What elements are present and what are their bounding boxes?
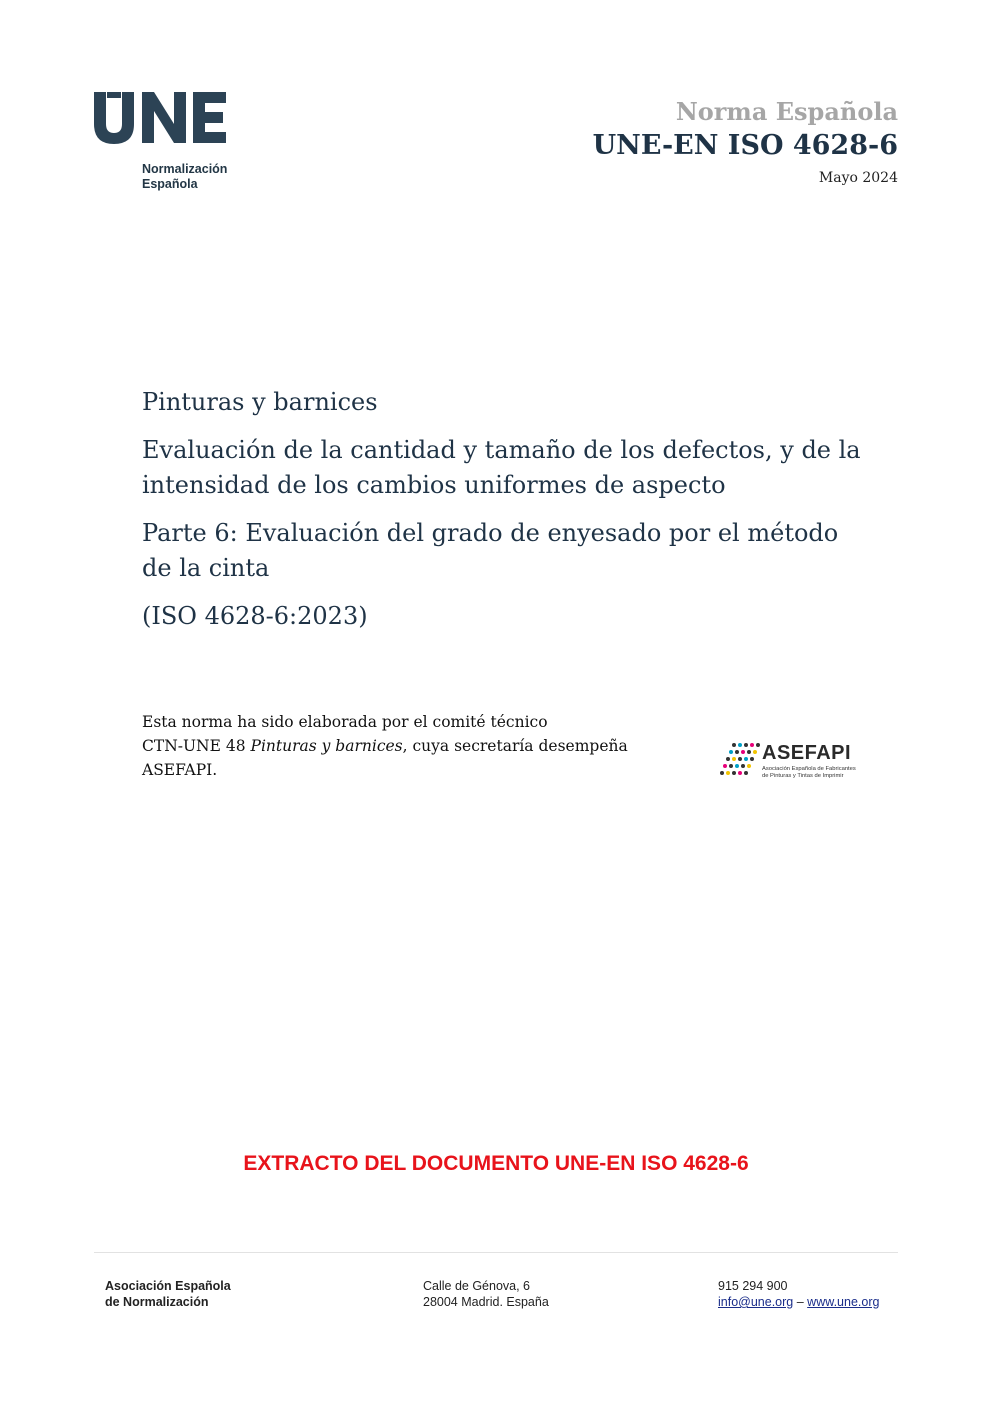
title-general: Pinturas y barnices — [142, 388, 378, 416]
committee-code: CTN-UNE 48 — [142, 737, 251, 755]
title-part — [142, 516, 902, 586]
asefapi-tagline — [762, 766, 856, 780]
footer-address — [423, 1278, 549, 1310]
footer-organization — [105, 1278, 231, 1310]
title-part-line2: de la cinta — [142, 554, 270, 582]
committee-statement — [142, 710, 682, 782]
standard-kicker: Norma Española — [675, 97, 898, 126]
title-main-line1: Evaluación de la cantidad y tamaño de los defectos, y de la — [142, 436, 861, 464]
footer-city: 28004 Madrid. España — [423, 1295, 549, 1309]
standard-code: UNE-EN ISO 4628-6 — [592, 130, 898, 161]
asefapi-dots-icon — [718, 740, 760, 780]
committee-line3: ASEFAPI. — [142, 761, 218, 779]
une-logo-mark — [92, 90, 232, 146]
footer-contact — [718, 1278, 879, 1310]
standard-header — [593, 96, 898, 186]
title-main — [142, 433, 902, 503]
committee-name: Pinturas y barnices — [250, 737, 403, 755]
title-main-line2: intensidad de los cambios uniformes de aspecto — [142, 471, 726, 499]
asefapi-logo — [718, 740, 878, 786]
title-part-line1: Parte 6: Evaluación del grado de enyesado por el método — [142, 519, 839, 547]
standard-titles — [142, 385, 902, 634]
committee-line1: Esta norma ha sido elaborada por el comité técnico — [142, 713, 548, 731]
asefapi-wordmark: ASEFAPI — [762, 742, 852, 764]
footer-org-line1: Asociación Española — [105, 1279, 231, 1293]
footer-links — [718, 1294, 879, 1310]
une-subtitle-line2: Española — [142, 177, 198, 191]
publication-date: Mayo 2024 — [818, 170, 898, 186]
link-separator: – — [796, 1295, 804, 1309]
footer-street: Calle de Génova, 6 — [423, 1279, 531, 1293]
une-subtitle-line1: Normalización — [142, 162, 228, 176]
une-logo-subtitle — [142, 162, 227, 192]
footer-org-line2: de Normalización — [105, 1295, 209, 1309]
asefapi-tagline-line2: de Pinturas y Tintas de Imprimir — [762, 773, 844, 779]
website-link[interactable]: www.une.org — [807, 1295, 880, 1309]
committee-secretariat: , cuya secretaría desempeña — [402, 737, 628, 755]
title-iso-reference: (ISO 4628-6:2023) — [142, 602, 368, 630]
extract-notice: EXTRACTO DEL DOCUMENTO UNE-EN ISO 4628-6 — [243, 1152, 749, 1175]
footer-phone: 915 294 900 — [718, 1279, 788, 1293]
email-link[interactable]: info@une.org — [718, 1295, 794, 1309]
footer-divider — [94, 1252, 898, 1253]
asefapi-tagline-line1: Asociación Española de Fabricantes — [762, 766, 856, 772]
committee-line2 — [142, 734, 682, 758]
